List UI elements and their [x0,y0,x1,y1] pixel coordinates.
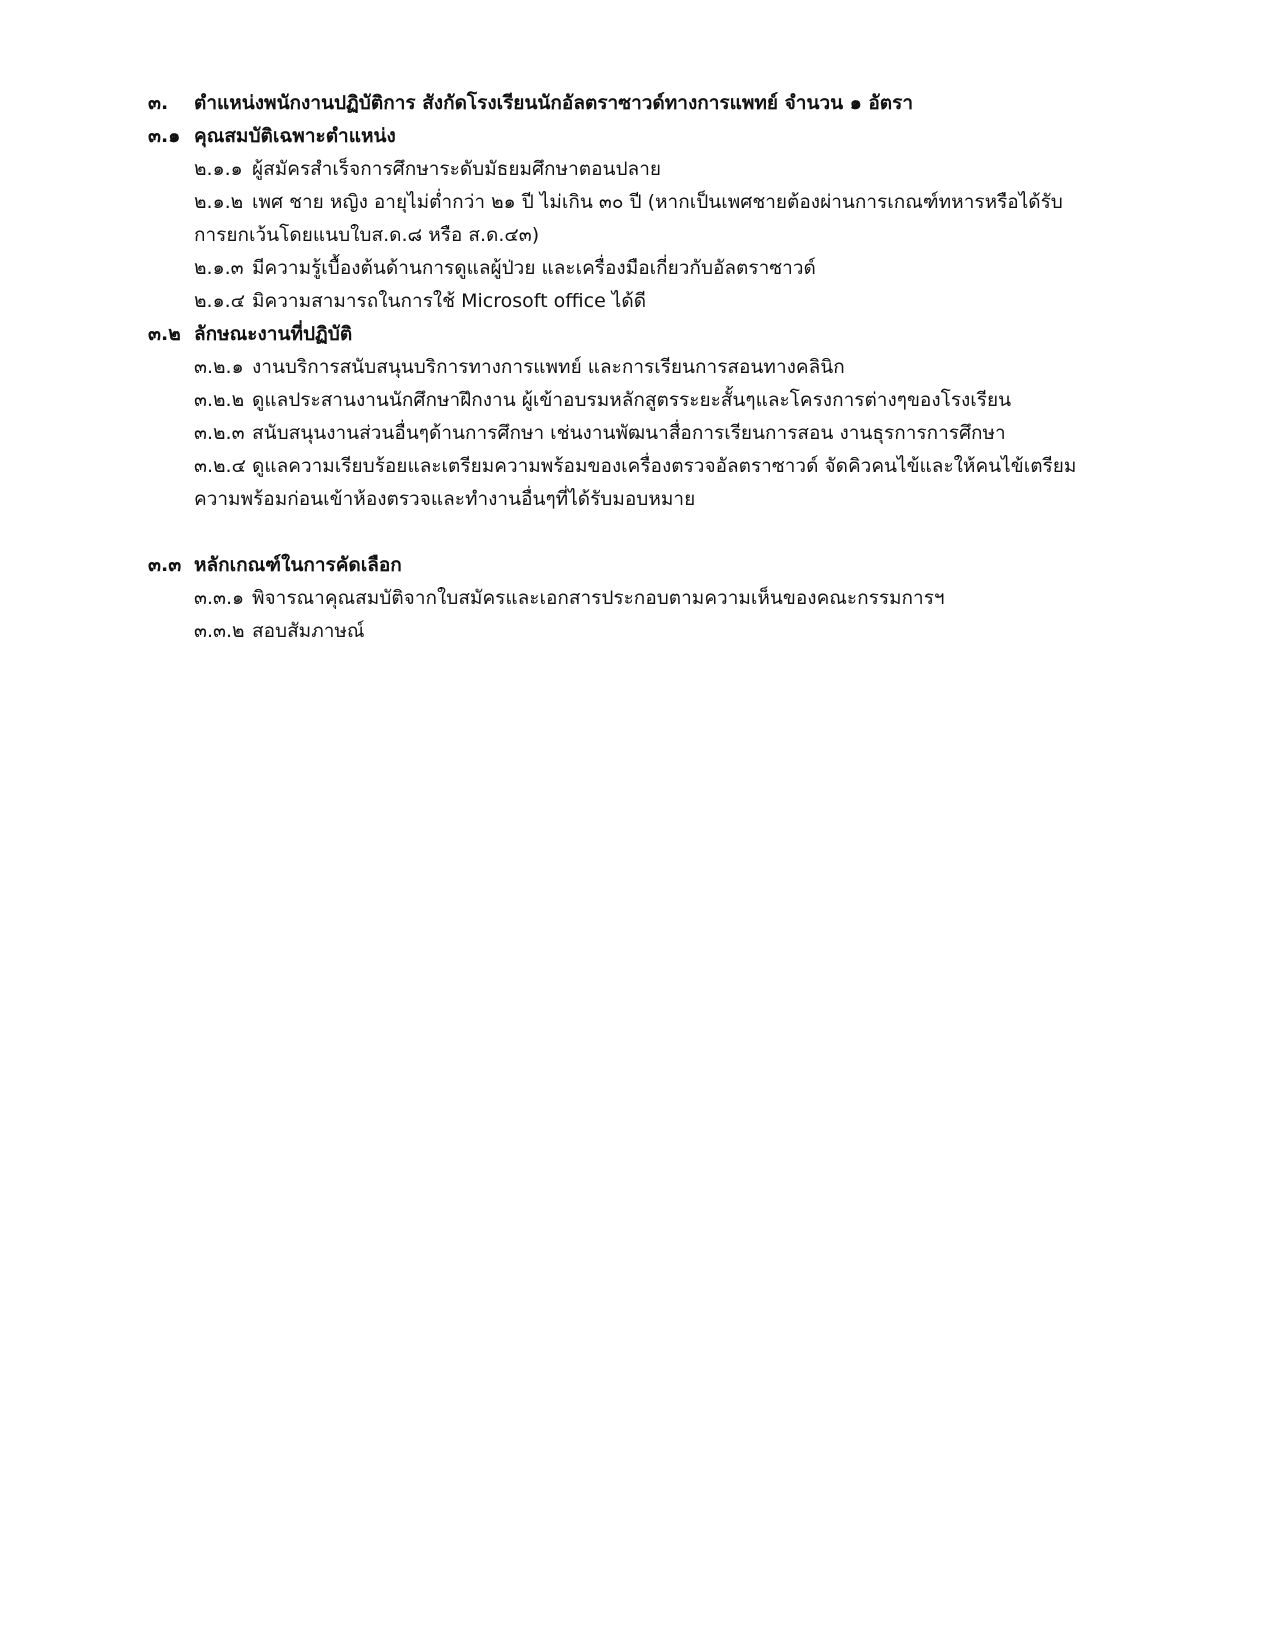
item-text: งานบริการสนับสนุนบริการทางการแพทย์ และการเรียนการสอนทางคลินิก [252,356,845,378]
item-text-continuation: ความพร้อมก่อนเข้าห้องตรวจและทำงานอื่นๆที่ได้รับมอบหมาย [194,488,696,510]
item-text: เพศ ชาย หญิง อายุไม่ต่ำกว่า ๒๑ ปี ไม่เกิน ๓๐ ปี (หากเป็นเพศชายต้องผ่านการเกณฑ์ทหารหรือได้รับ [252,191,1063,213]
list-item-continuation [194,485,1234,513]
section-3-2-title: ลักษณะงานที่ปฏิบัติ [194,323,353,345]
list-item [194,287,1234,315]
item-text: พิจารณาคุณสมบัติจากใบสมัครและเอกสารประกอบตามความเห็นของคณะกรรมการฯ [252,587,945,609]
item-number: ๒.๑.๓ [194,257,244,279]
item-number: ๓.๓.๑ [194,587,245,609]
list-item [194,452,1234,480]
item-number: ๓.๒.๑ [194,356,244,378]
list-item [194,155,1234,183]
section-3-title: ตำแหน่งพนักงานปฏิบัติการ สังกัดโรงเรียนนักอัลตราซาวด์ทางการแพทย์ จำนวน ๑ อัตรา [194,92,914,114]
item-text: มิความสามารถในการใช้ Microsoft office ได้ดี [252,290,647,312]
list-item [194,353,1234,381]
item-text: สนับสนุนงานส่วนอื่นๆด้านการศึกษา เช่นงานพัฒนาสื่อการเรียนการสอน งานธุรการการศึกษา [252,422,1006,444]
section-3-2-number: ๓.๒ [148,323,181,345]
item-number: ๒.๑.๔ [194,290,246,312]
section-3-3-title: หลักเกณฑ์ในการคัดเลือก [194,554,402,576]
item-text: ดูแลความเรียบร้อยและเตรียมความพร้อมของเครื่องตรวจอัลตราซาวด์ จัดคิวคนไข้และให้คนไข้เตรียม [252,455,1077,477]
item-number: ๓.๒.๓ [194,422,245,444]
section-3-1-heading [148,122,1228,150]
item-number: ๓.๒.๔ [194,455,246,477]
section-3-number: ๓. [148,92,169,114]
section-3-3-number: ๓.๓ [148,554,182,576]
section-3-heading [148,89,1228,117]
item-text: ดูแลประสานงานนักศึกษาฝึกงาน ผู้เข้าอบรมหลักสูตรระยะสั้นๆและโครงการต่างๆของโรงเรียน [252,389,1012,411]
list-item [194,584,1234,612]
section-3-1-number: ๓.๑ [148,125,181,147]
item-number: ๓.๓.๒ [194,620,245,642]
section-3-1-title: คุณสมบัติเฉพาะตำแหน่ง [194,125,396,147]
list-item [194,254,1234,282]
list-item [194,386,1234,414]
list-item [194,188,1234,216]
section-3-2-heading [148,320,1228,348]
item-number: ๒.๑.๒ [194,191,244,213]
item-number: ๒.๑.๑ [194,158,243,180]
item-text: ผู้สมัครสำเร็จการศึกษาระดับมัธยมศึกษาตอนปลาย [252,158,661,180]
item-number: ๓.๒.๒ [194,389,245,411]
section-3-3-heading [148,551,1228,579]
list-item [194,419,1234,447]
item-text: มีความรู้เบื้องต้นด้านการดูแลผู้ป่วย และเครื่องมือเกี่ยวกับอัลตราซาวด์ [252,257,816,279]
item-text: สอบสัมภาษณ์ [252,620,365,642]
list-item-continuation [194,221,1234,249]
list-item [194,617,1234,645]
item-text-continuation: การยกเว้นโดยแนบใบส.ด.๘ หรือ ส.ด.๔๓) [194,224,540,246]
